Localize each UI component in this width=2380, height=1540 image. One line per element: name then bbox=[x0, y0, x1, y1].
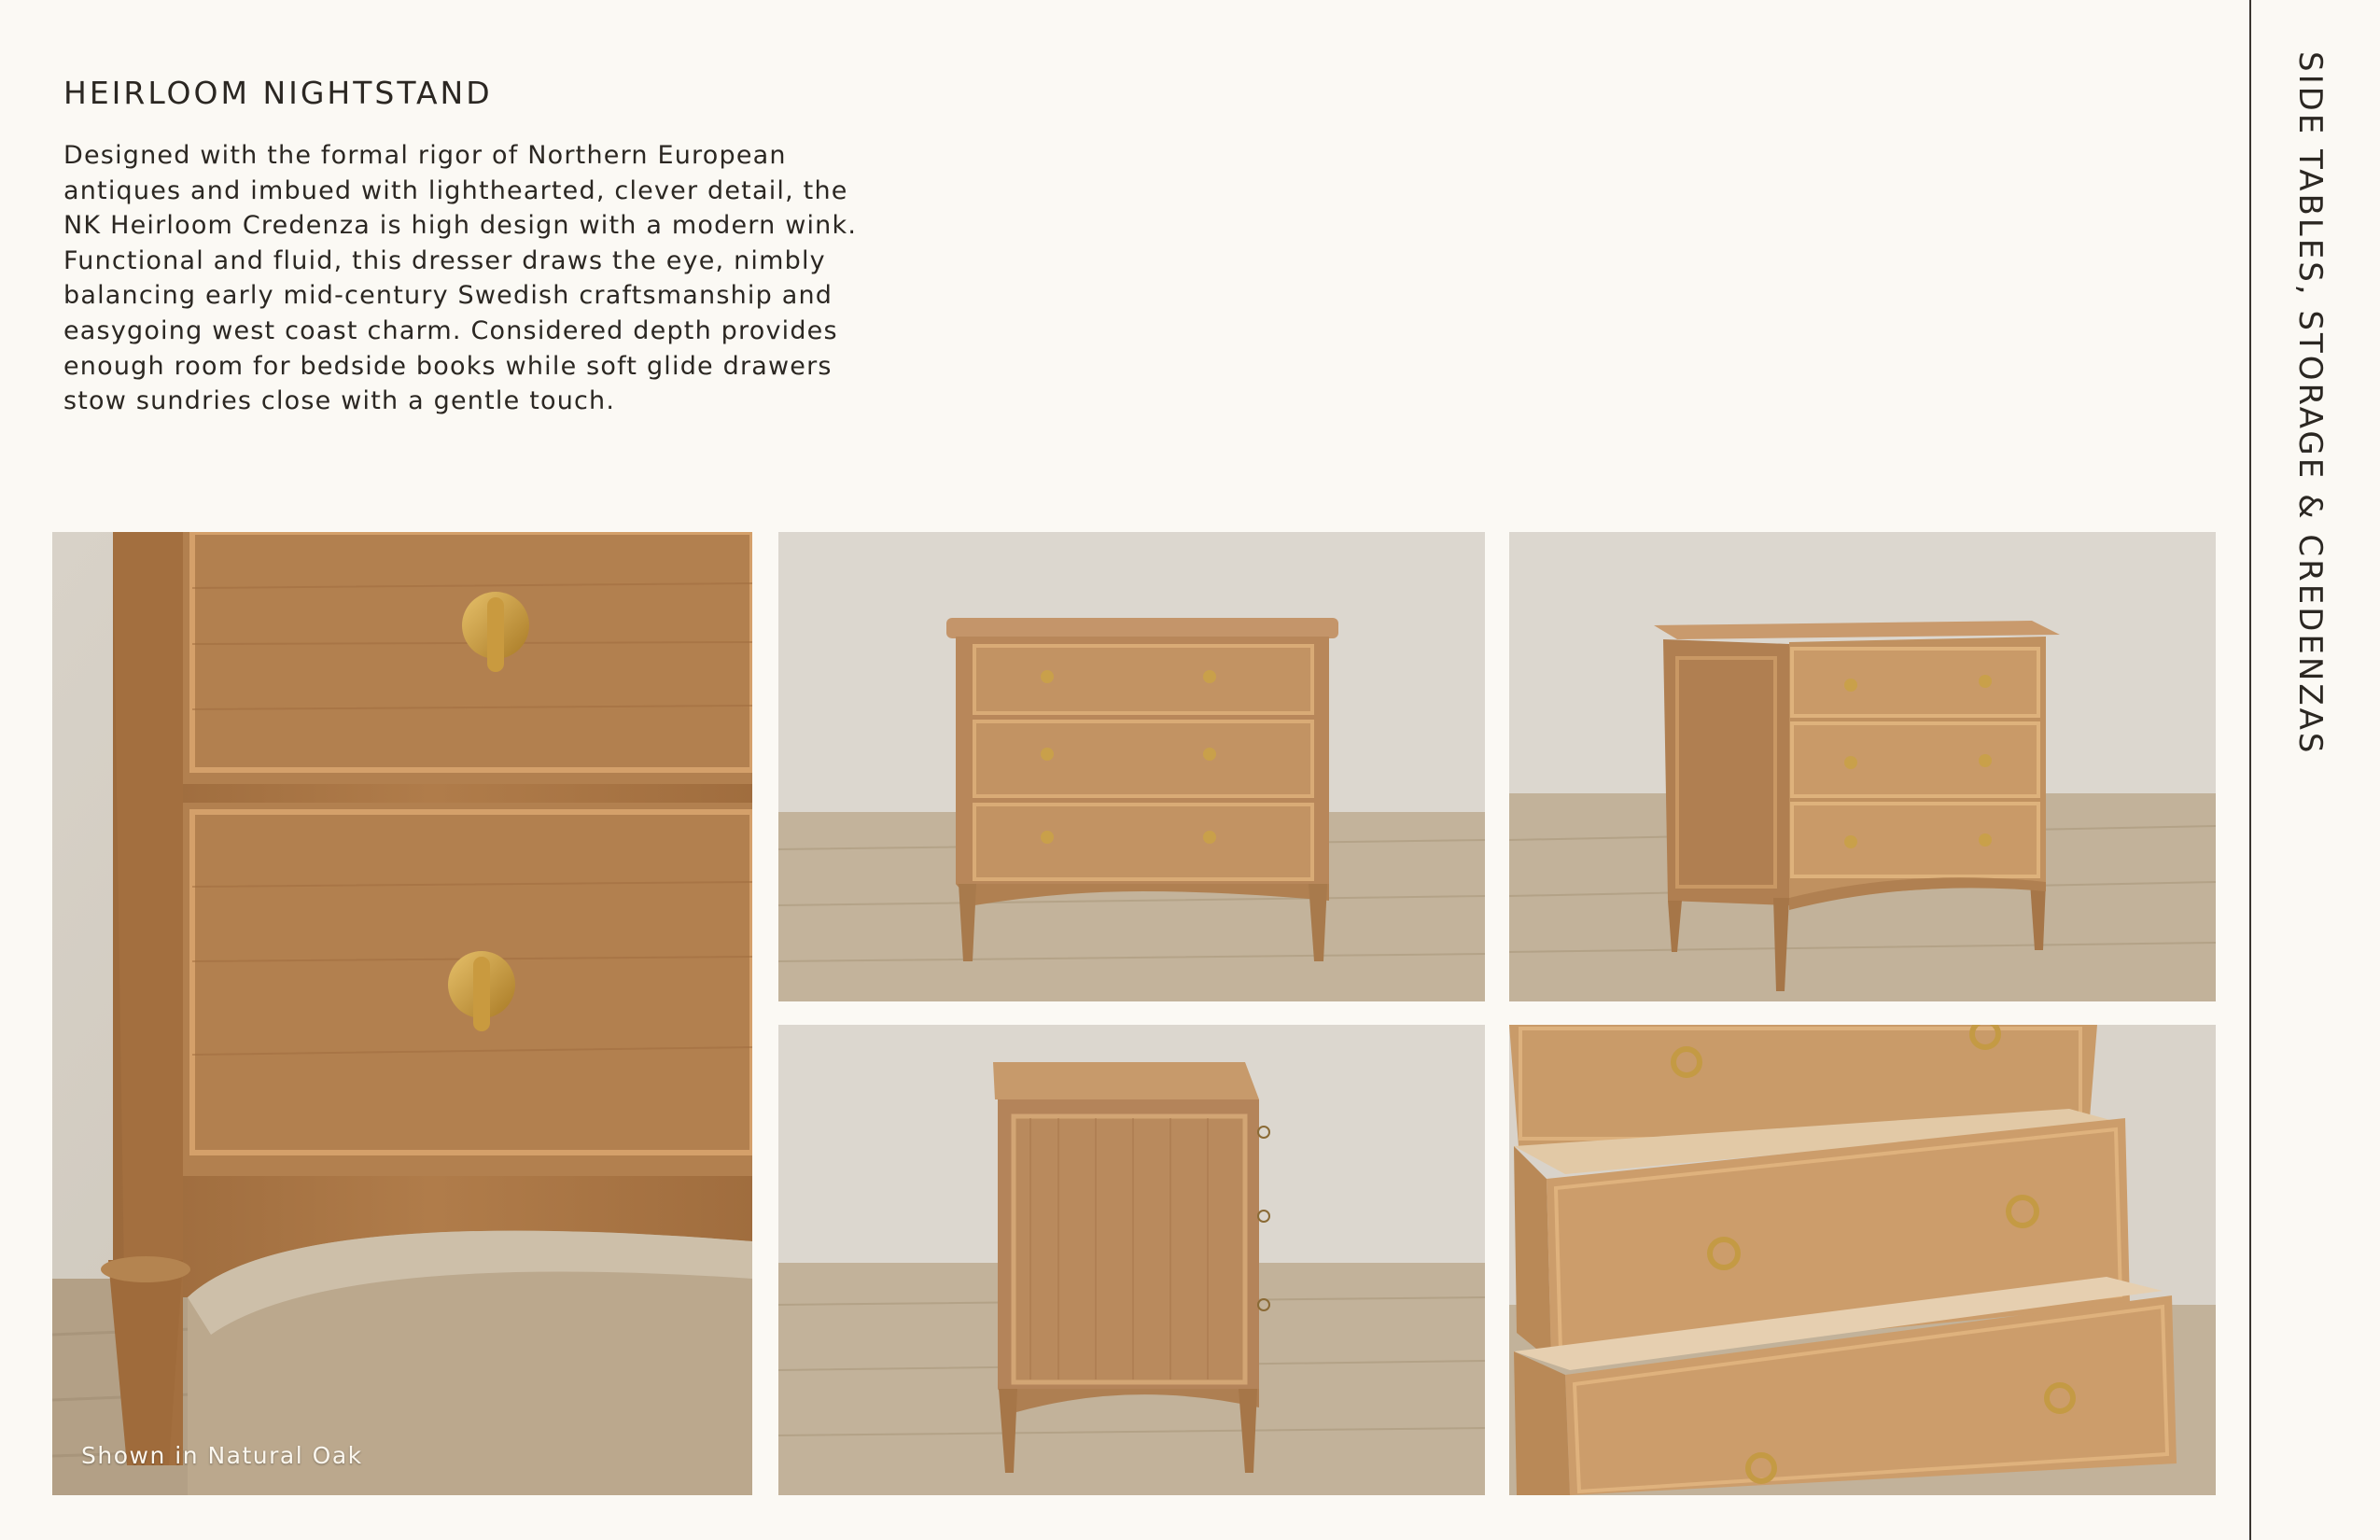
section-label: SIDE TABLES, STORAGE & CREDENZAS bbox=[2291, 51, 2329, 756]
photo-nightstand-angle bbox=[1509, 532, 2216, 1001]
product-description: Designed with the formal rigor of Northern European antiques and imbued with lighthearted, clever detail, the NK Heirloom Credenza is high design with a modern wink. Functional and fluid, this dresser draws the eye, nimbly balancing early mid-century Swedish craftsmanship and easygoing west coast charm. Considered depth provides enough room for bedside books while soft glide drawers stow sundries close with a gentle touch. bbox=[63, 141, 858, 416]
photo-nightstand-side bbox=[778, 1025, 1485, 1495]
photo-drawer-closeup bbox=[52, 532, 752, 1495]
product-title: HEIRLOOM NIGHTSTAND bbox=[63, 75, 493, 111]
photo-open-drawers bbox=[1509, 1025, 2216, 1495]
finish-caption: Shown in Natural Oak bbox=[81, 1442, 363, 1469]
photo-nightstand-front bbox=[778, 532, 1485, 1001]
page-divider bbox=[2249, 0, 2251, 1540]
